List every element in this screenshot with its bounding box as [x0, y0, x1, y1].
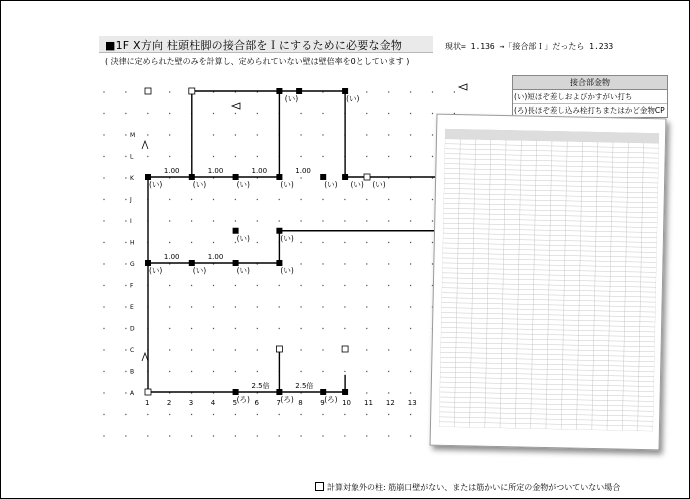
- grid-dot: [191, 371, 192, 372]
- wall-value-label: 2.5倍: [295, 382, 314, 390]
- grid-dot: [410, 220, 411, 221]
- grid-dot: [344, 328, 345, 329]
- grid-dot: [322, 156, 323, 157]
- grid-dot: [322, 285, 323, 286]
- grid-dot: [169, 199, 170, 200]
- grid-dot: [432, 156, 433, 157]
- arrow-symbol-icon: [232, 103, 240, 109]
- grid-dot: [103, 242, 104, 243]
- grid-dot: [191, 349, 192, 350]
- grid-dot: [257, 199, 258, 200]
- grid-dot: [432, 199, 433, 200]
- grid-dot: [432, 134, 433, 135]
- grid-dot: [322, 328, 323, 329]
- grid-dot: [410, 134, 411, 135]
- grid-dot: [191, 220, 192, 221]
- x-axis-label: 13: [407, 399, 417, 407]
- grid-dot: [388, 242, 389, 243]
- wall-value-label: 1.00: [207, 167, 224, 175]
- grid-dot: [103, 156, 104, 157]
- grid-dot: [388, 371, 389, 372]
- grid-dot: [257, 220, 258, 221]
- grid-dot: [125, 392, 126, 393]
- x-axis-label: 4: [210, 399, 216, 407]
- grid-dot: [257, 285, 258, 286]
- grid-dot: [257, 156, 258, 157]
- grid-dot: [213, 349, 214, 350]
- grid-dot: [410, 328, 411, 329]
- grid-dot: [169, 414, 170, 415]
- post-filled: [276, 88, 282, 94]
- grid-dot: [235, 328, 236, 329]
- grid-dot: [300, 177, 301, 178]
- grid-dot: [125, 328, 126, 329]
- grid-dot: [300, 349, 301, 350]
- wall-value-label: 2.5倍: [251, 382, 270, 390]
- wall-value-label: 1.00: [207, 253, 224, 261]
- grid-dot: [366, 220, 367, 221]
- grid-dot: [257, 414, 258, 415]
- grid-dot: [257, 242, 258, 243]
- grid-dot: [257, 349, 258, 350]
- grid-dot: [213, 306, 214, 307]
- grid-dot: [213, 371, 214, 372]
- grid-dot: [410, 349, 411, 350]
- grid-dot: [169, 91, 170, 92]
- grid-dot: [235, 285, 236, 286]
- grid-dot: [147, 414, 148, 415]
- grid-dot: [300, 285, 301, 286]
- grid-dot: [322, 349, 323, 350]
- grid-dot: [235, 113, 236, 114]
- footer-note-text: 計算対象外の柱: 筋崩口壁がない、または筋かいに所定の金物がついていない場合: [327, 483, 621, 492]
- grid-dot: [279, 285, 280, 286]
- grid-dot: [257, 435, 258, 436]
- grid-dot: [103, 263, 104, 264]
- grid-dot: [366, 306, 367, 307]
- grid-dot: [410, 285, 411, 286]
- grid-dot: [191, 328, 192, 329]
- grid-dot: [322, 220, 323, 221]
- grid-dot: [125, 306, 126, 307]
- grid-dot: [191, 285, 192, 286]
- grid-dot: [388, 91, 389, 92]
- walls: [148, 91, 455, 392]
- plan-labels: [149, 94, 386, 404]
- grid-dot: [388, 349, 389, 350]
- y-axis-label: J: [130, 196, 132, 204]
- grid-dot: [235, 220, 236, 221]
- grid-dot: [279, 414, 280, 415]
- x-axis-label: 6: [254, 399, 259, 407]
- y-axis-label: I: [130, 218, 132, 225]
- grid-dot: [388, 156, 389, 157]
- grid-dot: [103, 199, 104, 200]
- grid-dot: [366, 199, 367, 200]
- grid-dot: [125, 371, 126, 372]
- plan-symbols: [142, 84, 467, 361]
- grid-dot: [388, 392, 389, 393]
- x-axis-label: 9: [320, 399, 325, 407]
- grid-dot: [388, 134, 389, 135]
- grid-dot: [388, 414, 389, 415]
- hardware-label: (い): [149, 266, 163, 275]
- grid-dot: [103, 328, 104, 329]
- grid-dot: [147, 113, 148, 114]
- grid-dot: [410, 263, 411, 264]
- post-excluded: [189, 88, 195, 94]
- grid-dot: [235, 199, 236, 200]
- y-axis-label: M: [130, 132, 136, 139]
- grid-dot: [366, 392, 367, 393]
- page-subtitle: ( 決律に定められた壁のみを計算し、定められていない壁は壁倍率を0としています ): [105, 57, 410, 66]
- footer-note: [315, 482, 620, 493]
- grid-dot: [103, 306, 104, 307]
- grid-dot: [125, 113, 126, 114]
- x-axis-label: 1: [145, 399, 150, 407]
- grid-dot: [410, 242, 411, 243]
- grid-dot: [235, 349, 236, 350]
- grid-dot: [279, 306, 280, 307]
- grid-dot: [125, 435, 126, 436]
- grid-dot: [388, 199, 389, 200]
- hardware-label: (い): [372, 180, 386, 189]
- grid-dot: [125, 285, 126, 286]
- grid-dot: [213, 328, 214, 329]
- y-axis-label: H: [130, 239, 135, 247]
- wall-value-label: 1.00: [295, 167, 311, 175]
- grid-dot: [410, 306, 411, 307]
- brace-symbol-icon: [142, 141, 148, 149]
- grid-dot: [169, 328, 170, 329]
- grid-dot: [169, 156, 170, 157]
- y-axis-label: F: [130, 282, 134, 290]
- grid-dot: [388, 435, 389, 436]
- grid-dot: [103, 177, 104, 178]
- grid-dot: [235, 371, 236, 372]
- grid-dot: [322, 242, 323, 243]
- grid-dot: [410, 414, 411, 415]
- page-title: ■1F X方向 柱頭柱脚の接合部をＩにするために必要な金物: [105, 39, 403, 52]
- grid-dot: [322, 263, 323, 264]
- grid-dot: [344, 220, 345, 221]
- hardware-label: (い): [324, 180, 338, 189]
- grid-dot: [432, 91, 433, 92]
- grid-dot: [388, 306, 389, 307]
- hardware-label: (い): [149, 180, 163, 189]
- grid-dot: [279, 199, 280, 200]
- grid-dot: [410, 91, 411, 92]
- y-axis-label: G: [130, 261, 135, 268]
- hardware-label: (ろ): [324, 395, 338, 404]
- grid-dot: [388, 285, 389, 286]
- grid-dot: [300, 435, 301, 436]
- grid-dot: [257, 134, 258, 135]
- doc-table: [439, 129, 659, 431]
- grid-dot: [103, 349, 104, 350]
- post-excluded: [145, 389, 151, 395]
- grid-dot: [125, 414, 126, 415]
- grid-dot: [213, 199, 214, 200]
- grid-dot: [125, 199, 126, 200]
- x-axis-label: 8: [298, 399, 303, 407]
- grid-dot: [213, 242, 214, 243]
- grid-dot: [191, 242, 192, 243]
- grid-dot: [432, 220, 433, 221]
- grid-dot: [366, 156, 367, 157]
- grid-dot: [410, 156, 411, 157]
- grid-dot: [257, 371, 258, 372]
- grid-dot: [279, 220, 280, 221]
- excluded-post-box-icon: [315, 482, 324, 491]
- grid-dot: [344, 263, 345, 264]
- grid-dot: [410, 199, 411, 200]
- grid-dot: [388, 263, 389, 264]
- grid-dot: [169, 349, 170, 350]
- grid-dot: [322, 134, 323, 135]
- grid-dot: [235, 134, 236, 135]
- hardware-label: (い): [192, 180, 207, 189]
- grid-dot: [169, 285, 170, 286]
- grid-dot: [300, 199, 301, 200]
- grid-dot: [257, 328, 258, 329]
- legend-header: 接合部金物: [513, 76, 667, 90]
- grid-dot: [300, 242, 301, 243]
- grid-dot: [169, 435, 170, 436]
- grid-dot: [213, 220, 214, 221]
- y-axis-label: K: [130, 175, 134, 182]
- grid-dot: [366, 371, 367, 372]
- y-axis-label: B: [130, 368, 135, 376]
- legend-row-i: (い)短ほぞ差しおよびかすがい打ち: [513, 90, 667, 104]
- x-axis-label: 10: [342, 399, 352, 407]
- x-axis-label: 5: [232, 399, 238, 407]
- grid-dot: [103, 134, 104, 135]
- grid-dot: [366, 349, 367, 350]
- grid-dot: [388, 328, 389, 329]
- ratio-text: 現状= 1.136 →「接合部Ｉ」だったら 1.233: [445, 42, 614, 51]
- grid-dot: [410, 113, 411, 114]
- grid-dot: [300, 263, 301, 264]
- grid-dot: [213, 414, 214, 415]
- post-filled: [342, 174, 348, 180]
- grid-dot: [147, 156, 148, 157]
- grid-dot: [344, 435, 345, 436]
- x-axis-label: 2: [166, 399, 172, 407]
- grid-dot: [322, 199, 323, 200]
- grid-dot: [235, 414, 236, 415]
- grid-dot: [103, 371, 104, 372]
- grid-dot: [366, 263, 367, 264]
- posts: [145, 88, 370, 395]
- grid-dot: [366, 242, 367, 243]
- x-axis-label: 3: [188, 399, 194, 407]
- grid-dot: [147, 435, 148, 436]
- grid-dot: [300, 328, 301, 329]
- grid-dot: [366, 285, 367, 286]
- grid-dot: [191, 414, 192, 415]
- grid-dot: [257, 113, 258, 114]
- grid-dot: [169, 306, 170, 307]
- grid-dot: [125, 263, 126, 264]
- grid-dot: [213, 134, 214, 135]
- hardware-label: (い): [350, 180, 364, 189]
- legend-row-ro: (ろ)長ほぞ差し込み栓打ちまたはかど金物CP: [514, 106, 665, 115]
- grid-dot: [300, 306, 301, 307]
- grid-dot: [125, 156, 126, 157]
- wall-value-label: 1.00: [163, 253, 180, 261]
- grid-dot: [366, 91, 367, 92]
- y-axis-label: L: [130, 153, 134, 161]
- grid-dot: [235, 306, 236, 307]
- grid-dot: [213, 435, 214, 436]
- hardware-label: (い): [284, 94, 299, 103]
- grid-dot: [388, 113, 389, 114]
- x-axis-label: 7: [276, 399, 281, 407]
- wall-value-label: 1.00: [251, 167, 268, 175]
- x-axis-label: 12: [385, 399, 395, 407]
- hardware-label: (い): [236, 266, 250, 275]
- grid-dot: [322, 113, 323, 114]
- hardware-label: (い): [280, 180, 294, 189]
- grid-dot: [366, 328, 367, 329]
- hardware-label: (ろ): [236, 395, 250, 404]
- grid-dot: [103, 285, 104, 286]
- grid-dot: [366, 435, 367, 436]
- grid-dot: [125, 220, 126, 221]
- grid-dot: [300, 414, 301, 415]
- grid-dot: [366, 134, 367, 135]
- grid-dot: [300, 113, 301, 114]
- post-filled: [342, 389, 348, 395]
- grid-dot: [279, 435, 280, 436]
- grid-dot: [191, 199, 192, 200]
- grid-dot: [147, 134, 148, 135]
- grid-dot: [103, 435, 104, 436]
- grid-dot: [169, 242, 170, 243]
- grid-dot: [169, 134, 170, 135]
- grid-dot: [322, 414, 323, 415]
- grid-dot: [125, 349, 126, 350]
- x-axis-label: 11: [364, 399, 373, 407]
- hardware-label: (い): [346, 94, 360, 103]
- grid-dot: [300, 156, 301, 157]
- post-excluded: [364, 174, 370, 180]
- grid-dot: [366, 113, 367, 114]
- grid-dot: [125, 91, 126, 92]
- arrow-symbol-icon: [459, 84, 467, 90]
- grid-dot: [125, 177, 126, 178]
- grid-dot: [410, 435, 411, 436]
- grid-dot: [300, 134, 301, 135]
- grid-dot: [344, 414, 345, 415]
- grid-dot: [103, 113, 104, 114]
- grid-dot: [169, 220, 170, 221]
- grid-dot: [191, 435, 192, 436]
- grid-dot: [344, 242, 345, 243]
- post-excluded: [276, 346, 282, 352]
- grid-dot: [103, 91, 104, 92]
- hardware-label: (い): [280, 233, 294, 243]
- grid-dot: [125, 242, 126, 243]
- hardware-label: (い): [192, 266, 207, 275]
- grid-dot: [300, 371, 301, 372]
- post-excluded: [342, 346, 348, 352]
- grid-dot: [454, 91, 455, 92]
- grid-dot: [213, 285, 214, 286]
- post-excluded: [145, 88, 151, 94]
- grid-dot: [366, 414, 367, 415]
- grid-dot: [191, 306, 192, 307]
- hardware-label: (い): [236, 233, 250, 243]
- grid-dot: [322, 435, 323, 436]
- y-axis-label: D: [130, 325, 135, 333]
- grid-dot: [279, 328, 280, 329]
- grid-dot: [235, 435, 236, 436]
- grid-dot: [432, 113, 433, 114]
- grid-dot: [235, 156, 236, 157]
- grid-dot: [300, 220, 301, 221]
- grid-dot: [322, 371, 323, 372]
- grid-dot: [344, 306, 345, 307]
- grid-dot: [410, 392, 411, 393]
- grid-dot: [213, 113, 214, 114]
- wall-value-label: 1.00: [163, 167, 180, 175]
- y-axis-label: A: [130, 390, 135, 397]
- grid-dot: [169, 113, 170, 114]
- grid-dot: [169, 371, 170, 372]
- grid-dot: [322, 306, 323, 307]
- grid-dot: [103, 414, 104, 415]
- y-axis-label: E: [130, 304, 134, 311]
- hardware-label: (い): [236, 180, 250, 189]
- brace-symbol-icon: [142, 353, 148, 361]
- grid-dot: [344, 199, 345, 200]
- grid-dot: [344, 285, 345, 286]
- grid-dot: [410, 371, 411, 372]
- hardware-label: (い): [280, 266, 294, 275]
- grid-dot: [103, 392, 104, 393]
- grid-dot: [388, 220, 389, 221]
- hardware-label: (ろ): [280, 395, 294, 404]
- grid-dot: [125, 134, 126, 135]
- y-axis-label: C: [130, 347, 135, 354]
- grid-dot: [257, 306, 258, 307]
- legend-table: [512, 75, 668, 118]
- grid-dot: [213, 156, 214, 157]
- grid-dot: [103, 220, 104, 221]
- grid-dot: [344, 371, 345, 372]
- result-document-thumbnail: [430, 114, 667, 451]
